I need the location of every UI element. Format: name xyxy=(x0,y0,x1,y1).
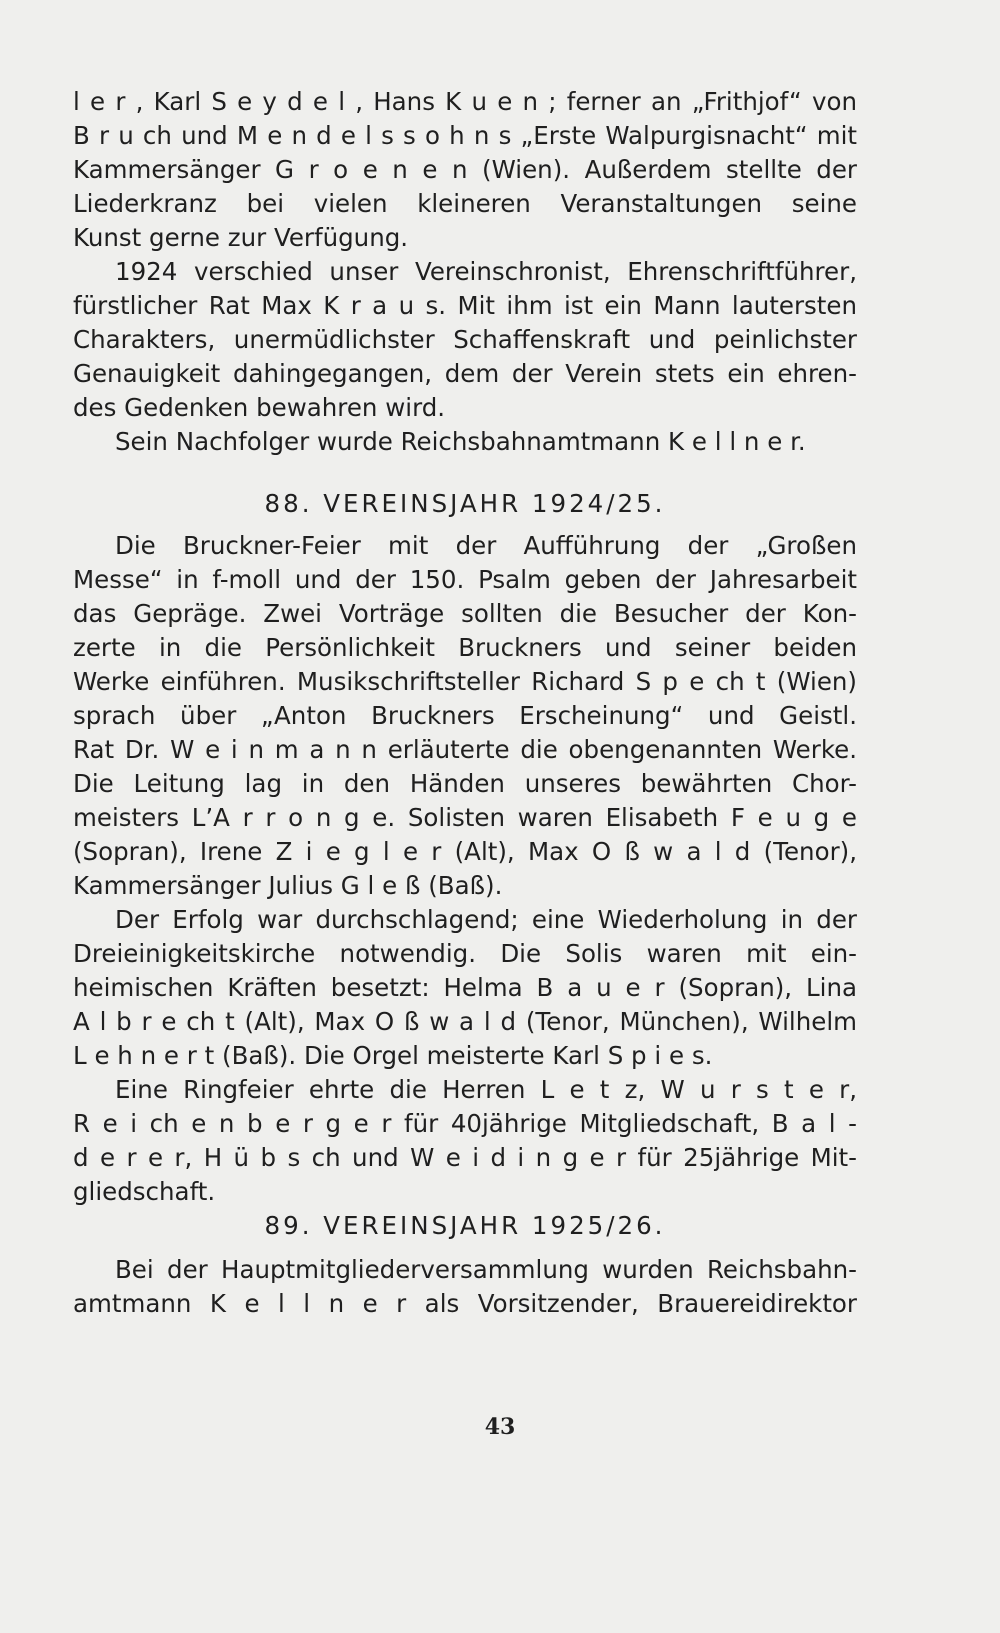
text-line-29: Eine Ringfeier ehrte die Herren L e t z, W u r s t e r, xyxy=(115,1075,857,1104)
text-line-1: l e r , Karl S e y d e l , Hans K u e n ; ferner an „Frithjof“ von xyxy=(73,87,857,116)
text-line-22: (Sopran), Irene Z i e g l e r (Alt), Max O ß w a l d (Tenor), xyxy=(73,837,857,866)
text-line-11: Sein Nachfolger wurde Reichsbahnamtmann K e l l n e r. xyxy=(115,427,806,456)
text-line-27: A l b r e ch t (Alt), Max O ß w a l d (Tenor, München), Wilhelm xyxy=(73,1007,857,1036)
text-line-28: L e h n e r t (Baß). Die Orgel meisterte Karl S p i e s. xyxy=(73,1041,713,1070)
text-line-15: das Gepräge. Zwei Vorträge sollten die Besucher der Kon- xyxy=(73,599,857,628)
text-line-34: Bei der Hauptmitgliederversammlung wurden Reichsbahn- xyxy=(115,1255,857,1284)
section-heading-88: 88. VEREINSJAHR 1924/25. xyxy=(264,489,666,518)
text-line-21: meisters L’A r r o n g e. Solisten waren Elisabeth F e u g e xyxy=(73,803,857,832)
text-line-4: Liederkranz bei vielen kleineren Veranstaltungen seine xyxy=(73,189,857,218)
text-line-20: Die Leitung lag in den Händen unseres bewährten Chor- xyxy=(73,769,857,798)
text-line-6: 1924 verschied unser Vereinschronist, Ehrenschriftführer, xyxy=(115,257,857,286)
text-line-19: Rat Dr. W e i n m a n n erläuterte die obengenannten Werke. xyxy=(73,735,857,764)
text-line-2: B r u ch und M e n d e l s s o h n s „Erste Walpurgisnacht“ mit xyxy=(73,121,857,150)
text-line-35: amtmann K e l l n e r als Vorsitzender, Brauereidirektor xyxy=(73,1289,857,1318)
text-line-16: zerte in die Persönlichkeit Bruckners und seiner beiden xyxy=(73,633,857,662)
text-line-24: Der Erfolg war durchschlagend; eine Wiederholung in der xyxy=(115,905,857,934)
text-line-3: Kammersänger G r o e n e n (Wien). Außerdem stellte der xyxy=(73,155,857,184)
text-line-8: Charakters, unermüdlichster Schaffenskraft und peinlichster xyxy=(73,325,857,354)
section-heading-89: 89. VEREINSJAHR 1925/26. xyxy=(264,1211,666,1240)
text-line-13: Die Bruckner-Feier mit der Aufführung der „Großen xyxy=(115,531,857,560)
text-line-10: des Gedenken bewahren wird. xyxy=(73,393,446,422)
text-line-31: d e r e r, H ü b s ch und W e i d i n g e r für 25jährige Mit- xyxy=(73,1143,857,1172)
text-line-25: Dreieinigkeitskirche notwendig. Die Solis waren mit ein- xyxy=(73,939,857,968)
text-line-14: Messe“ in f-moll und der 150. Psalm geben der Jahresarbeit xyxy=(73,565,857,594)
text-line-5: Kunst gerne zur Verfügung. xyxy=(73,223,409,252)
text-line-17: Werke einführen. Musikschriftsteller Richard S p e ch t (Wien) xyxy=(73,667,857,696)
text-line-32: gliedschaft. xyxy=(73,1177,216,1206)
text-line-7: fürstlicher Rat Max K r a u s. Mit ihm ist ein Mann lautersten xyxy=(73,291,857,320)
page-number: 43 xyxy=(484,1414,516,1440)
text-line-26: heimischen Kräften besetzt: Helma B a u e r (Sopran), Lina xyxy=(73,973,857,1002)
text-line-30: R e i ch e n b e r g e r für 40jährige Mitgliedschaft, B a l - xyxy=(73,1109,857,1138)
text-line-9: Genauigkeit dahingegangen, dem der Verein stets ein ehren- xyxy=(73,359,857,388)
text-line-18: sprach über „Anton Bruckners Erscheinung“ und Geistl. xyxy=(73,701,857,730)
text-line-23: Kammersänger Julius G l e ß (Baß). xyxy=(73,871,503,900)
